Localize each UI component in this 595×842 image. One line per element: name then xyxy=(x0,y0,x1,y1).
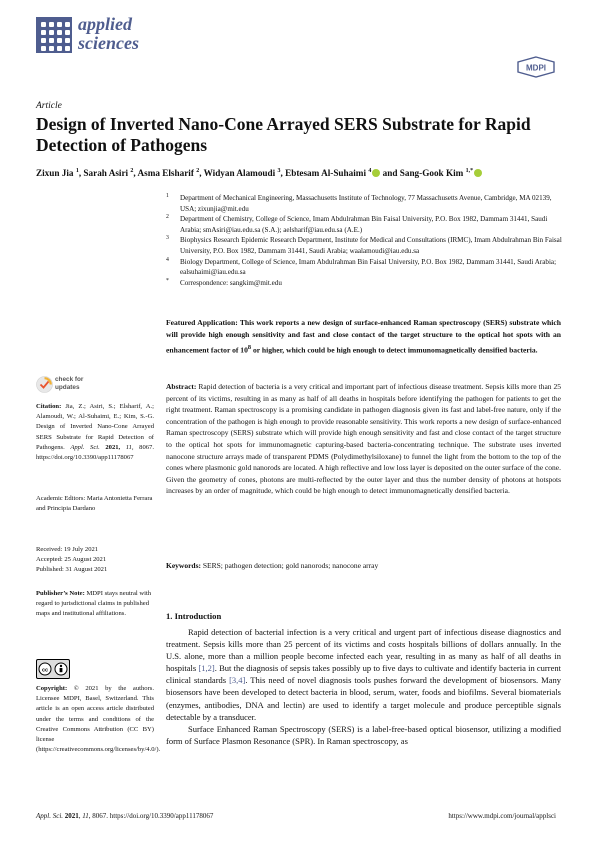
author: Widyan Alamoudi xyxy=(203,168,276,179)
check-for-updates-line1: check for xyxy=(55,376,84,383)
article-type: Article xyxy=(36,101,62,111)
journal-name-line1: applied xyxy=(78,14,132,34)
paragraph-text: . But the diagnosis of sepsis takes possibly up to five days to cultivate and identify bacteria in current clinical standards xyxy=(166,663,561,686)
affiliation-list xyxy=(166,193,566,288)
affiliation-text: Correspondence: sangkim@mit.edu xyxy=(180,278,282,287)
author: Zixun Jia xyxy=(36,168,74,179)
abstract-label: Abstract: xyxy=(166,382,197,391)
keywords-text: SERS; pathogen detection; gold nanorods; nanocone array xyxy=(202,561,379,570)
footer-volume: 11 xyxy=(82,812,89,820)
citation-doi[interactable]: 8067. https://doi.org/10.3390/app11178067 xyxy=(36,443,154,462)
publisher-note-text: MDPI stays neutral with regard to jurisdictional claims in published maps and institutional affiliations. xyxy=(36,590,152,618)
affiliation-item xyxy=(166,214,566,235)
affiliation-number: 4 xyxy=(166,256,169,263)
section-heading: 1. Introduction xyxy=(166,611,222,621)
citation-link[interactable]: [1,2] xyxy=(198,663,215,674)
accepted-date: Accepted: 25 August 2021 xyxy=(36,556,107,564)
affiliation-number: * xyxy=(166,277,169,284)
mdpi-logo xyxy=(516,56,556,78)
correspondence xyxy=(166,278,566,289)
footer-doi[interactable]: , 8067. https://doi.org/10.3390/app11178067 xyxy=(88,812,214,820)
citation-journal: Appl. Sci. xyxy=(70,443,100,451)
affiliation-number: 2 xyxy=(166,214,169,221)
citation-year: 2021, xyxy=(105,443,121,451)
publication-dates xyxy=(36,545,154,576)
copyright-text: © 2021 by the authors. Licensee MDPI, Basel, Switzerland. This article is an open access article distributed under the terms and conditions of the Creative Commons Attribution (CC BY) license (https://creativecommons.org/licenses/by/4.0/). xyxy=(36,685,161,754)
paragraph-text: . This need of novel diagnosis tools pushes forward the development of biosensors. Many biosensors have been developed to detect bacteria in blood, serum, water, foods and biofilms. Several biomaterials (enzymes, antibodies, DNA and lectin) are used to identify a target molecule and produce perceptible signals detectable by a transducer. xyxy=(166,675,561,722)
affiliation-text: Biology Department, College of Science, Imam Abdulrahman Bin Faisal University, P.O. Box 1982, Dammam 31441, Saudi Arabia; ealsuhaimi@iau.edu.sa xyxy=(180,257,557,277)
abstract-text: Rapid detection of bacteria is a very critical and important part of infectious disease treatment. Sepsis kills more than 25 percent of its victims, resulting in as many as half of all deaths in hospitals before identifying the pathogen for patients to get the right treatment. Raman spectroscopy is a promising candidate in pathogen diagnosis given its fast and label-free nature, only if the concentration of the pathogen is high enough to provide reasonable sensitivity. This work reports a new design of surface-enhanced Raman spectroscopy (SERS) substrate which will provide high enough sensitivity and fast and close contact of the target structure to the optical hot spots for immunomagnetic capturing-based bacteria-concentrating technique. The substrate uses inverted nanocone structure arrays made of transparent PDMS (Polydimethylsiloxane) to funnel the light from the bottom to the top of the cones where plasmonic gold nanorods are located. A high reflective and low loss layer is deposited on the outer surface of the cone. Given the geometry of cones, photons are multi-reflected by the outer layer and thus the number density of photons at hotspots increases by an order of magnitude, which could be high enough to detect immunomagnetically densified bacteria. xyxy=(166,382,561,496)
copyright-notice xyxy=(36,684,161,755)
mdpi-logo-text: MDPI xyxy=(526,63,546,73)
citation-text: Jia, Z.; Asiri, S.; Elsharif, A.; Alamoudi, W.; Al-Suhaimi, E.; Kim, S.-G. Design of Inverted Nano-Cone Arrayed SERS Substrate for Rapid Detection of Pathogens. xyxy=(36,403,154,451)
featured-application-text: This work reports a new design of surface-enhanced Raman spectroscopy (SERS) substrate which will provide high enough sensitivity and fast and close contact of the target structure to the optical hot spots with an enhancement factor of 10 xyxy=(166,318,561,355)
keywords-label: Keywords: xyxy=(166,561,201,570)
introduction-body xyxy=(166,626,561,747)
author: Asma Elsharif xyxy=(137,168,194,179)
affiliation-text: Biophysics Research Epidemic Research Department, Institute for Medical and Consultations (IRMC), Imam Abdulrahman Bin Faisal University, P.O. Box 1982, Dammam 31441, Saudi Arabia; waalamoudi@iau.edu.sa xyxy=(180,236,562,255)
author: Sang-Gook Kim xyxy=(399,168,464,179)
affiliation-item xyxy=(166,193,566,214)
publisher-note xyxy=(36,589,154,620)
affiliation-text: Department of Chemistry, College of Science, Imam Abdulrahman Bin Faisal University, P.O. Box 1982, Dammam 31441, Saudi Arabia; smAsiri@iau.edu.sa (S.A.); aelsharif@iau.edu.sa (A.E.) xyxy=(180,215,548,234)
affiliation-item xyxy=(166,257,566,278)
keywords xyxy=(166,561,561,570)
citation-label: Citation: xyxy=(36,403,62,410)
copyright-label: Copyright: xyxy=(36,685,68,692)
orcid-icon[interactable] xyxy=(372,169,380,177)
paragraph xyxy=(166,626,561,723)
published-date: Published: 31 August 2021 xyxy=(36,566,108,574)
affiliation-text: Department of Mechanical Engineering, Massachusetts Institute of Technology, 77 Massachusetts Avenue, Cambridge, MA 02139, USA; zixunjia@mit.edu xyxy=(180,194,552,213)
check-for-updates-icon[interactable] xyxy=(36,376,53,393)
featured-application xyxy=(166,317,561,357)
page-footer: Appl. Sci. 2021, 11, 8067. https://doi.org/10.3390/app11178067 xyxy=(36,812,214,820)
author-list: Zixun Jia $^1$, Sarah Asiri $^2$, Asma Elsharif $^2$, Widyan Alamoudi $^3$, Ebtesam Al-Suhaimi $^4$ and Sang-Gook Kim $^{1,*}$ xyxy=(36,168,576,178)
featured-application-sup: 8 xyxy=(247,343,252,351)
author: Sarah Asiri xyxy=(83,168,129,179)
check-for-updates-line2: updates xyxy=(55,383,80,391)
affiliation-number: 3 xyxy=(166,235,169,242)
academic-editors: Academic Editors: Maria Antonietta Ferrara and Principia Dardano xyxy=(36,495,153,513)
check-for-updates[interactable] xyxy=(55,376,83,391)
author-conjunction: and xyxy=(382,168,398,179)
journal-name xyxy=(78,15,139,53)
footer-journal: Appl. Sci. xyxy=(36,812,64,820)
citation-link[interactable]: [3,4] xyxy=(229,675,246,686)
author-affil-sup: 3 xyxy=(277,168,281,174)
author-affil-sup: 4 xyxy=(368,168,372,174)
paragraph-text: Rapid detection of bacterial infection is a very critical and urgent part of infectious disease diagnostics and treatment. Sepsis kills more than 25 percent of its victims and costs hospitals billions of dollars annually. In the U.S. alone, more than a million people become infected each year, resulting in as many as half of all deaths in hospitals xyxy=(166,627,561,674)
received-date: Received: 19 July 2021 xyxy=(36,546,99,553)
featured-application-label: Featured Application: xyxy=(166,318,238,327)
orcid-icon[interactable] xyxy=(474,169,482,177)
author: Ebtesam Al-Suhaimi xyxy=(285,168,367,179)
affiliation-item xyxy=(166,235,566,256)
citation-volume: 11, xyxy=(125,443,134,451)
cc-icon-text: cc xyxy=(41,667,49,674)
footer-journal-url[interactable]: https://www.mdpi.com/journal/applsci xyxy=(448,812,556,820)
footer-year: 2021 xyxy=(64,812,79,820)
paper-title: Design of Inverted Nano-Cone Arrayed SERS Substrate for Rapid Detection of Pathogens xyxy=(36,114,531,155)
author-affil-sup: 2 xyxy=(196,168,200,174)
journal-name-line2: sciences xyxy=(78,33,139,53)
journal-logo xyxy=(36,17,72,53)
paragraph: Surface Enhanced Raman Spectroscopy (SERS) is a label-free-based optical biosensor, utilizing a modified form of Surface Plasmon Resonance (SPR). In Raman spectroscopy, as xyxy=(166,723,561,746)
author-affil-sup: 2 xyxy=(130,168,134,174)
author-affil-sup: 1,* xyxy=(465,168,474,174)
publisher-note-label: Publisher’s Note: xyxy=(36,590,85,597)
abstract xyxy=(166,381,561,497)
featured-application-tail: or higher, which could be high enough to detect immunomagnetically densified bacteria. xyxy=(251,345,538,355)
author-affil-sup: 1 xyxy=(75,168,79,174)
affiliation-number: 1 xyxy=(166,193,169,199)
cc-by-license-icon[interactable] xyxy=(36,659,70,679)
citation-block xyxy=(36,402,154,463)
